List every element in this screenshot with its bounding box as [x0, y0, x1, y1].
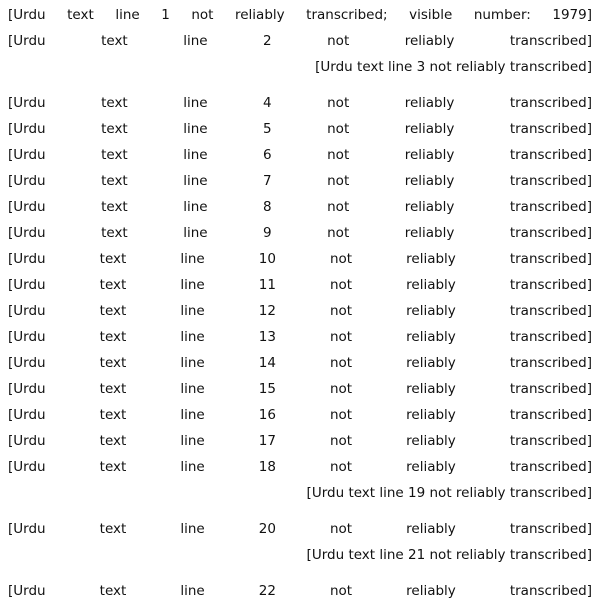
paragraph-1 [8, 2, 592, 80]
paragraph-line: [Urdu text line 5 not reliably transcribed] [8, 121, 592, 137]
paragraph-line: [Urdu text line 8 not reliably transcribed] [8, 199, 592, 215]
paragraph-line: [Urdu text line 12 not reliably transcribed] [8, 303, 592, 319]
paragraph-2 [8, 90, 592, 506]
paragraph-line: [Urdu text line 10 not reliably transcribed] [8, 251, 592, 267]
paragraph-line: [Urdu text line 17 not reliably transcribed] [8, 433, 592, 449]
paragraph-line: [Urdu text line 18 not reliably transcribed] [8, 459, 592, 475]
paragraph-line: [Urdu text line 4 not reliably transcribed] [8, 95, 592, 111]
paragraph-line: [Urdu text line 15 not reliably transcribed] [8, 381, 592, 397]
paragraph-3 [8, 516, 592, 568]
paragraph-line: [Urdu text line 1 not reliably transcribed; visible number: 1979] [8, 7, 592, 23]
paragraph-line: [Urdu text line 3 not reliably transcribed] [315, 59, 592, 75]
paragraph-line: [Urdu text line 2 not reliably transcribed] [8, 33, 592, 49]
paragraph-line: [Urdu text line 20 not reliably transcribed] [8, 521, 592, 537]
paragraph-line: [Urdu text line 9 not reliably transcribed] [8, 225, 592, 241]
paragraph-line: [Urdu text line 22 not reliably transcribed] [8, 583, 592, 599]
paragraph-line: [Urdu text line 16 not reliably transcribed] [8, 407, 592, 423]
paragraph-line: [Urdu text line 6 not reliably transcribed] [8, 147, 592, 163]
paragraph-line: [Urdu text line 7 not reliably transcribed] [8, 173, 592, 189]
paragraph-4 [8, 578, 592, 600]
paragraph-line: [Urdu text line 19 not reliably transcribed] [306, 485, 592, 501]
paragraph-line: [Urdu text line 13 not reliably transcribed] [8, 329, 592, 345]
paragraph-line: [Urdu text line 11 not reliably transcribed] [8, 277, 592, 293]
document-page [8, 0, 592, 598]
paragraph-line: [Urdu text line 14 not reliably transcribed] [8, 355, 592, 371]
paragraph-line: [Urdu text line 21 not reliably transcribed] [306, 547, 592, 563]
